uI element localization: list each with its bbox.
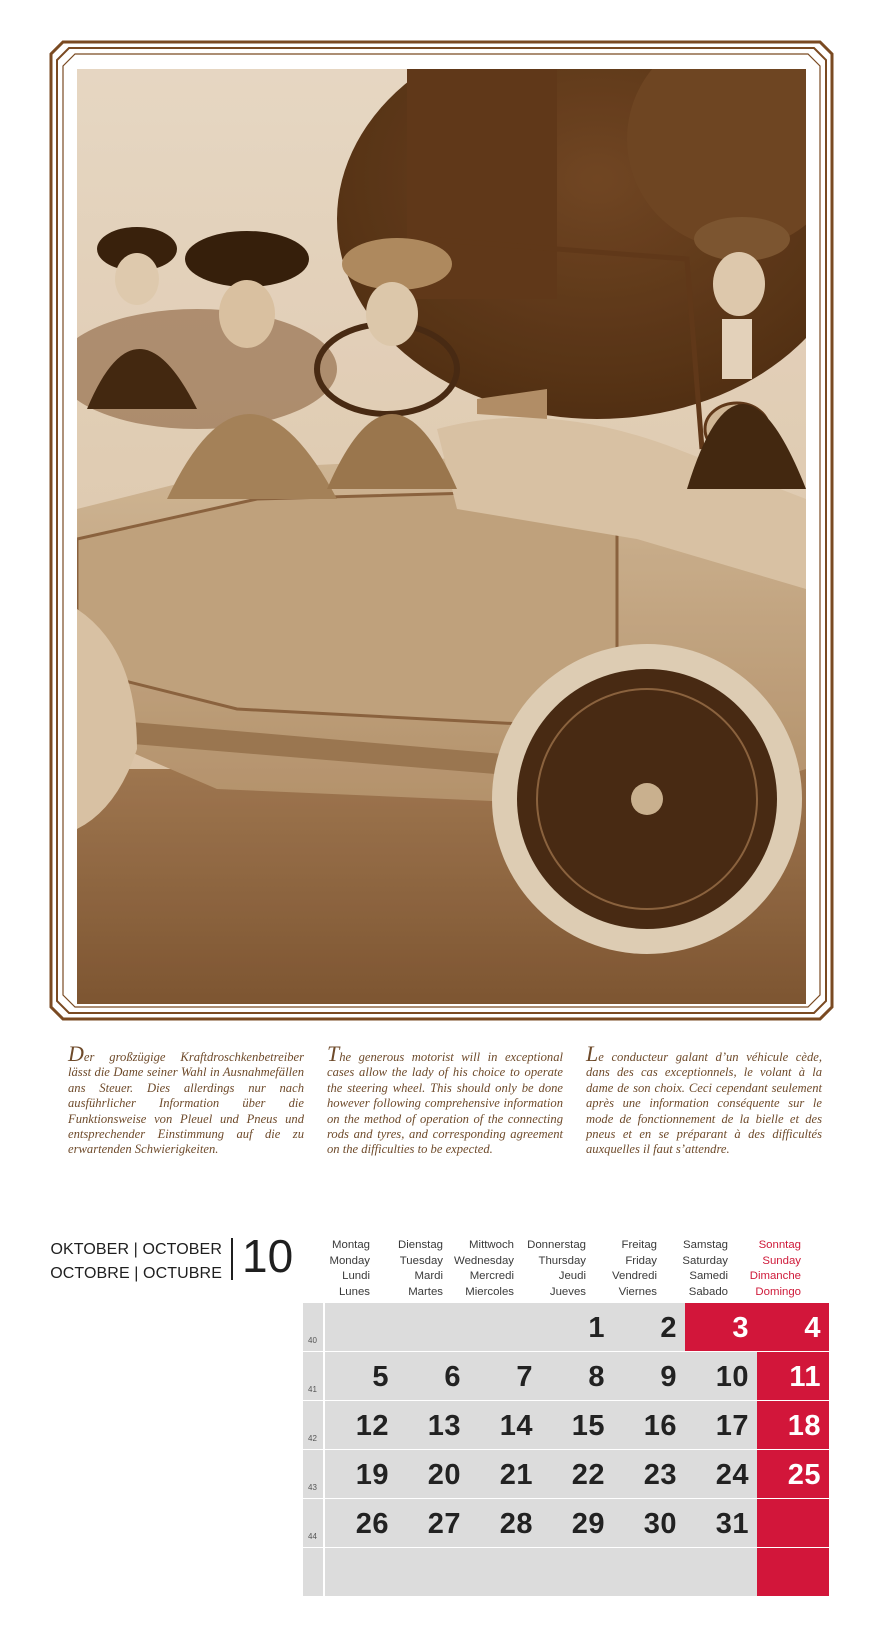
calendar-day-cell bbox=[325, 1450, 397, 1498]
weekday-label-de: Sonntag bbox=[758, 1239, 801, 1251]
calendar-day-cell bbox=[469, 1548, 541, 1596]
calendar-day-cell bbox=[397, 1499, 469, 1547]
calendar-day-number: 24 bbox=[715, 1459, 749, 1491]
calendar-day-number: 13 bbox=[427, 1410, 461, 1442]
weekday-header bbox=[727, 1238, 801, 1300]
weekday-label-de: Mittwoch bbox=[469, 1239, 514, 1251]
calendar-week-row bbox=[303, 1499, 844, 1547]
weekday-label-fr: Lundi bbox=[342, 1270, 370, 1282]
calendar-day-cell bbox=[469, 1401, 541, 1449]
calendar-day-cell bbox=[757, 1303, 829, 1351]
weekday-label-fr: Mardi bbox=[414, 1270, 443, 1282]
calendar-day-number: 11 bbox=[789, 1361, 821, 1393]
caption-english-initial: T bbox=[327, 1041, 340, 1066]
weekday-label-fr: Jeudi bbox=[558, 1270, 586, 1282]
calendar-day-number: 3 bbox=[732, 1312, 749, 1344]
weekday-label-en: Monday bbox=[329, 1254, 370, 1267]
calendar-day-number: 30 bbox=[643, 1508, 677, 1540]
weekday-label-de: Freitag bbox=[621, 1239, 657, 1251]
calendar-day-number: 2 bbox=[660, 1312, 677, 1344]
weekday-label-en: Friday bbox=[625, 1254, 657, 1267]
calendar-day-number: 21 bbox=[499, 1459, 533, 1491]
calendar-day-cell bbox=[541, 1450, 613, 1498]
weekday-label-es: Jueves bbox=[549, 1285, 586, 1298]
weekday-label-es: Lunes bbox=[338, 1285, 370, 1298]
month-number: 10 bbox=[242, 1230, 294, 1282]
weekday-header bbox=[440, 1238, 514, 1300]
calendar-day-cell bbox=[397, 1303, 469, 1351]
calendar-day-cell bbox=[613, 1499, 685, 1547]
caption-french-initial: L bbox=[586, 1041, 599, 1066]
caption-french bbox=[586, 1041, 822, 1158]
calendar-day-cell bbox=[685, 1548, 757, 1596]
calendar-day-cell bbox=[613, 1303, 685, 1351]
caption-french-text: e conducteur galant d’un véhicule cède, dans des cas exceptionnels, le volant à la dame de son choix. Ceci cependant seulement après une information conséquente sur le mode de fonctionnement de la bielle et des pneus et en se préparant à des difficultés auxquelles il faut s’attendre. bbox=[586, 1050, 822, 1157]
weekday-header bbox=[583, 1238, 657, 1300]
calendar-day-cell bbox=[397, 1548, 469, 1596]
calendar-day-cell bbox=[613, 1401, 685, 1449]
calendar-day-number: 1 bbox=[588, 1312, 605, 1344]
calendar-day-cell bbox=[325, 1401, 397, 1449]
weekday-label-de: Donnerstag bbox=[527, 1239, 586, 1251]
calendar-day-cell bbox=[541, 1548, 613, 1596]
calendar-day-cell bbox=[541, 1352, 613, 1400]
calendar-day-cell bbox=[325, 1352, 397, 1400]
calendar-day-cell bbox=[325, 1548, 397, 1596]
weekday-label-de: Samstag bbox=[683, 1239, 728, 1251]
calendar-day-cell bbox=[613, 1450, 685, 1498]
caption-english-text: he generous motorist will in exceptional cases allow the lady of his choice to operate the steering wheel. This should only be done however following comprehensive information on the method of operation of the connecting rods and tyres, and corresponding agreement on the difficulties to be expected. bbox=[327, 1050, 563, 1157]
weekday-label-es: Viernes bbox=[618, 1285, 657, 1298]
calendar-day-number: 4 bbox=[804, 1312, 821, 1344]
calendar-day-number: 26 bbox=[355, 1508, 389, 1540]
caption-german-text: er großzügige Kraftdroschkenbetreiber lässt die Dame seiner Wahl in Ausnahmefällen ans Steuer. Dies allerdings nur nach ausführlicher Information über die Funktionsweise von Pleuel und Pneus und entsprechender Einstimmung auf die zu erwartenden Schwierigkeiten. bbox=[68, 1050, 304, 1157]
calendar-day-number: 8 bbox=[588, 1361, 605, 1393]
weekday-label-es: Martes bbox=[408, 1285, 443, 1298]
calendar-day-cell bbox=[685, 1499, 757, 1547]
calendar-day-number: 16 bbox=[643, 1410, 677, 1442]
week-number: 42 bbox=[308, 1434, 317, 1443]
week-number: 44 bbox=[308, 1532, 317, 1541]
weekday-label-en: Tuesday bbox=[399, 1254, 443, 1267]
month-name-line-2: OCTOBRE | OCTUBRE bbox=[50, 1265, 222, 1282]
week-number-cell bbox=[303, 1401, 323, 1449]
week-number: 41 bbox=[308, 1385, 317, 1394]
weekday-label-es: Domingo bbox=[755, 1285, 801, 1298]
weekday-label-en: Thursday bbox=[538, 1254, 586, 1267]
calendar-day-number: 29 bbox=[571, 1508, 605, 1540]
weekday-label-en: Saturday bbox=[682, 1254, 728, 1267]
calendar-day-number: 12 bbox=[355, 1410, 389, 1442]
calendar-day-number: 20 bbox=[427, 1459, 461, 1491]
weekday-label-en: Wednesday bbox=[454, 1254, 514, 1267]
calendar-day-cell bbox=[685, 1401, 757, 1449]
weekday-header bbox=[512, 1238, 586, 1300]
weekday-label-de: Dienstag bbox=[398, 1239, 443, 1251]
calendar-day-cell bbox=[469, 1303, 541, 1351]
month-divider bbox=[231, 1238, 233, 1280]
weekday-label-es: Sabado bbox=[688, 1285, 728, 1298]
calendar-day-number: 9 bbox=[660, 1361, 677, 1393]
weekday-label-es: Miercoles bbox=[465, 1285, 514, 1298]
vintage-car-photo bbox=[77, 69, 806, 1004]
calendar-day-cell bbox=[757, 1401, 829, 1449]
week-number-cell bbox=[303, 1499, 323, 1547]
calendar-day-number: 27 bbox=[427, 1508, 461, 1540]
calendar-day-cell bbox=[541, 1499, 613, 1547]
calendar-grid bbox=[303, 1303, 844, 1598]
calendar-day-number: 5 bbox=[372, 1361, 389, 1393]
calendar-day-cell bbox=[397, 1401, 469, 1449]
calendar-day-cell bbox=[397, 1352, 469, 1400]
month-names bbox=[50, 1238, 222, 1286]
calendar-week-row bbox=[303, 1548, 844, 1596]
calendar-day-cell bbox=[325, 1303, 397, 1351]
calendar-week-row bbox=[303, 1450, 844, 1498]
calendar-day-cell bbox=[757, 1450, 829, 1498]
calendar-day-number: 22 bbox=[571, 1459, 605, 1491]
weekday-label-de: Montag bbox=[332, 1239, 370, 1251]
weekday-label-fr: Vendredi bbox=[612, 1270, 657, 1282]
calendar-day-cell bbox=[541, 1303, 613, 1351]
calendar-day-number: 31 bbox=[715, 1508, 749, 1540]
weekday-label-fr: Samedi bbox=[689, 1270, 728, 1282]
calendar-day-cell bbox=[613, 1352, 685, 1400]
calendar-day-cell bbox=[757, 1499, 829, 1547]
calendar-day-cell bbox=[685, 1303, 757, 1351]
caption-english bbox=[327, 1041, 563, 1158]
month-name-line-1: OKTOBER | OCTOBER bbox=[50, 1241, 222, 1258]
calendar-day-cell bbox=[757, 1352, 829, 1400]
calendar-week-row bbox=[303, 1352, 844, 1400]
calendar-day-number: 6 bbox=[444, 1361, 461, 1393]
calendar-day-cell bbox=[469, 1352, 541, 1400]
caption-german-initial: D bbox=[68, 1041, 84, 1066]
calendar-day-number: 10 bbox=[715, 1361, 749, 1393]
calendar-day-cell bbox=[469, 1450, 541, 1498]
caption-german bbox=[68, 1041, 304, 1158]
calendar-day-number: 19 bbox=[355, 1459, 389, 1491]
week-number-cell bbox=[303, 1352, 323, 1400]
calendar-day-number: 7 bbox=[516, 1361, 533, 1393]
calendar-day-cell bbox=[469, 1499, 541, 1547]
weekday-header bbox=[296, 1238, 370, 1300]
week-number-cell bbox=[303, 1548, 323, 1596]
weekday-label-fr: Mercredi bbox=[469, 1270, 514, 1282]
calendar-day-cell bbox=[613, 1548, 685, 1596]
weekday-label-en: Sunday bbox=[762, 1254, 801, 1267]
calendar-day-number: 28 bbox=[499, 1508, 533, 1540]
calendar-week-row bbox=[303, 1401, 844, 1449]
week-number: 40 bbox=[308, 1336, 317, 1345]
calendar-day-cell bbox=[685, 1450, 757, 1498]
calendar-day-cell bbox=[541, 1401, 613, 1449]
week-number-cell bbox=[303, 1303, 323, 1351]
calendar-day-number: 18 bbox=[787, 1410, 821, 1442]
week-number-cell bbox=[303, 1450, 323, 1498]
calendar-day-number: 15 bbox=[571, 1410, 605, 1442]
weekday-header bbox=[369, 1238, 443, 1300]
calendar-day-number: 14 bbox=[499, 1410, 533, 1442]
calendar-day-number: 25 bbox=[787, 1459, 821, 1491]
calendar-day-cell bbox=[397, 1450, 469, 1498]
weekday-header bbox=[654, 1238, 728, 1300]
calendar-week-row bbox=[303, 1303, 844, 1351]
calendar-day-number: 23 bbox=[643, 1459, 677, 1491]
calendar-day-cell bbox=[757, 1548, 829, 1596]
week-number: 43 bbox=[308, 1483, 317, 1492]
calendar-day-number: 17 bbox=[715, 1410, 749, 1442]
weekday-label-fr: Dimanche bbox=[749, 1270, 801, 1282]
calendar-day-cell bbox=[325, 1499, 397, 1547]
calendar-day-cell bbox=[685, 1352, 757, 1400]
